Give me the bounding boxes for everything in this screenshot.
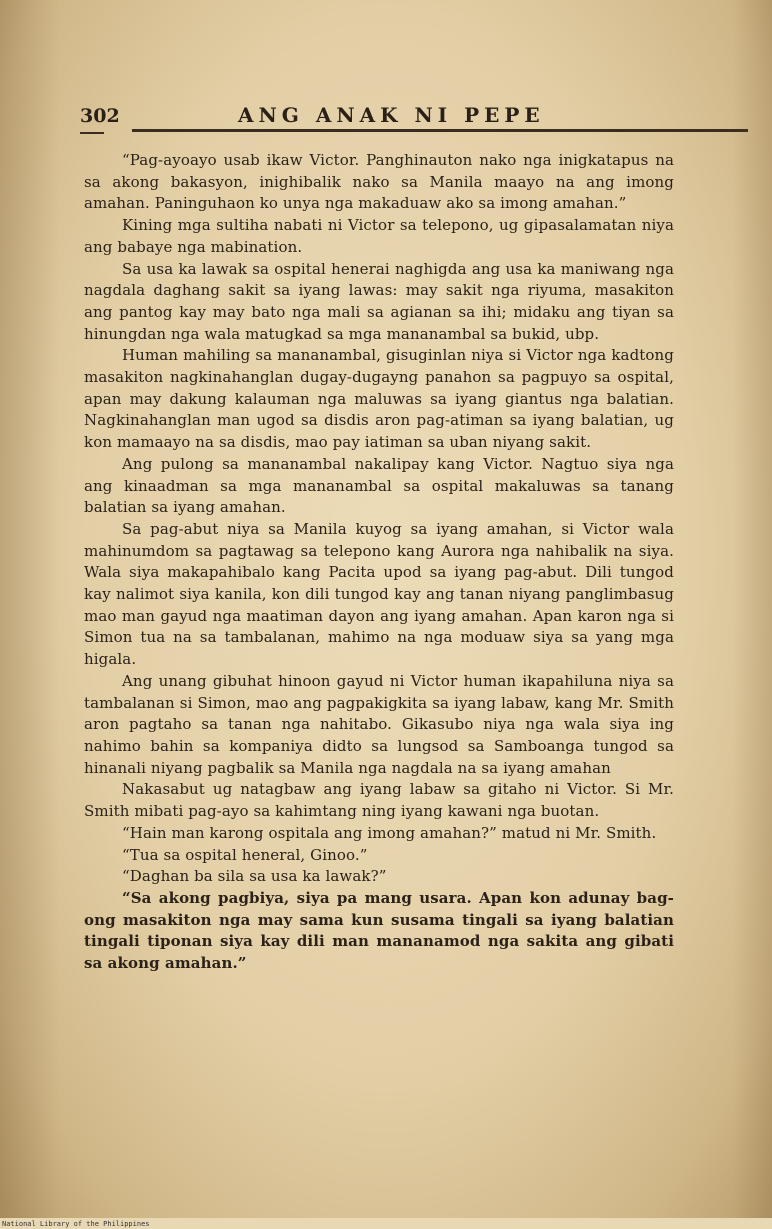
paragraph: “Sa akong pagbiya, siya pa mang usara. Apan kon adunay bag-ong masakiton nga may sama kun susama tingali sa iyang balatian tingali tiponan siya kay dili man mananamod nga sakita ang gibati sa akong amahan.” (84, 888, 674, 973)
page-header (80, 101, 672, 131)
paragraph: Sa usa ka lawak sa ospital henerai naghigda ang usa ka maniwang nga nagdala daghang sakit sa iyang lawas: may sakit nga riyuma, masakiton ang pantog kay may bato nga mali sa agianan sa ihi; midaku ang tiyan sa hinungdan nga wala matugkad sa mga mananambal sa bukid, ubp. (84, 259, 674, 343)
paragraph: Sa pag-abut niya sa Manila kuyog sa iyang amahan, si Victor wala mahinumdom sa pagtawag sa telepono kang Aurora nga nahibalik na siya. Wala siya makapahibalo kang Pacita upod sa iyang pag-abut. Dili tungod kay nalimot siya kanila, kon dili tungod kay ang tanan niyang panglimbasug mao man gayud nga maatiman dayon ang iyang amahan. Apan karon nga si Simon tua na sa tambalanan, mahimo na nga moduaw siya sa yang mga higala. (84, 519, 674, 669)
paragraph: Kining mga sultiha nabati ni Victor sa telepono, ug gipasalamatan niya ang babaye nga mabination. (84, 216, 674, 256)
page-number: 302 (80, 105, 120, 127)
paragraph: Human mahiling sa mananambal, gisuginlan niya si Victor nga kadtong masakiton nagkinahanglan dugay-dugayng panahon sa pagpuyo sa ospital, apan may dakung kalauman nga maluwas sa iyang giantus nga balatian. Nagkinahanglan man ugod sa disdis aron pag-atiman sa iyang balatian, ug kon mamaayo na sa disdis, mao pay iatiman sa uban niyang sakit. (84, 346, 674, 452)
header-rule (132, 129, 748, 132)
paragraph: “Tua sa ospital heneral, Ginoo.” (122, 845, 368, 864)
running-head-title: ANG ANAK NI PEPE (238, 103, 545, 127)
paragraph: Nakasabut ug natagbaw ang iyang labaw sa gitaho ni Victor. Si Mr. Smith mibati pag-ayo sa kahimtang ning iyang kawani nga buotan. (84, 780, 674, 821)
paragraph: Ang unang gibuhat hinoon gayud ni Victor human ikapahiluna niya sa tambalanan si Simon, mao ang pagpakigkita sa iyang labaw, kang Mr. Smith aron pagtaho sa tanan nga nahitabo. Gikasubo niya nga wala siya ing nahimo bahin sa kompaniya didto sa lungsod sa Samboanga tungod sa hinanali niyang pagbalik sa Manila nga nagdala na sa iyang amahan (84, 671, 674, 777)
body-text (84, 150, 674, 975)
library-credit: National Library of the Philippines (2, 1220, 150, 1228)
paragraph: “Pag-ayoayo usab ikaw Victor. Panghinauton nako nga inigkatapus na sa akong bakasyon, inighibalik nako sa Manila maayo na ang imong amahan. Paninguhaon ko unya nga makaduaw ako sa imong amahan.” (84, 151, 674, 213)
paragraph: “Hain man karong ospitala ang imong amahan?” matud ni Mr. Smith. (122, 823, 657, 842)
header-rule-short (80, 132, 104, 134)
paragraph: Ang pulong sa mananambal nakalipay kang Victor. Nagtuo siya nga ang kinaadman sa mga mananambal sa ospital makaluwas sa tanang balatian sa iyang amahan. (84, 454, 674, 517)
paragraph: “Daghan ba sila sa usa ka lawak?” (122, 867, 387, 886)
